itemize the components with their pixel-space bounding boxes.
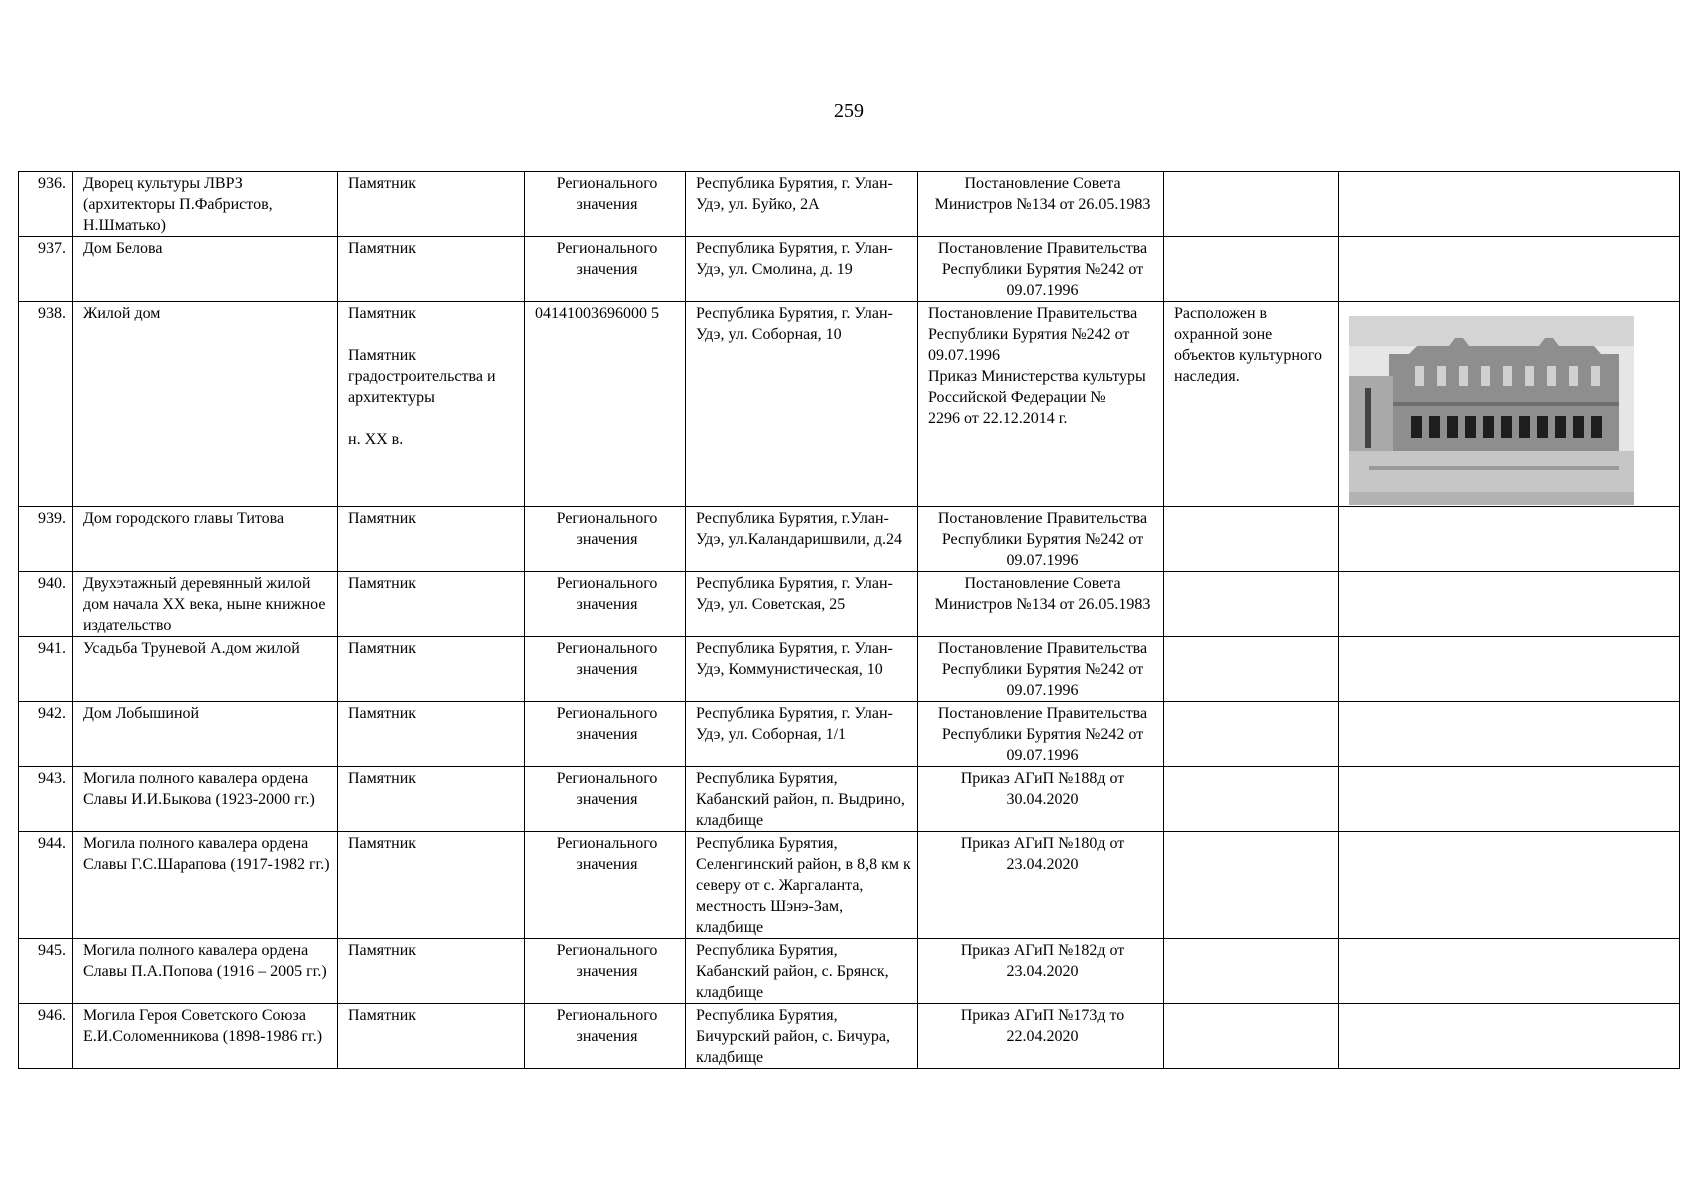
row-number: 936. [19, 172, 73, 237]
row-number: 946. [19, 1004, 73, 1069]
table-row [19, 572, 1680, 637]
object-address: Республика Бурятия, г. Улан-Удэ, ул. Советская, 25 [686, 572, 918, 637]
object-photo-cell [1339, 172, 1680, 237]
table-row [19, 767, 1680, 832]
object-category: Регионального значения [525, 172, 686, 237]
page-number: 259 [834, 100, 864, 122]
row-number: 937. [19, 237, 73, 302]
object-type: Памятник [338, 702, 525, 767]
object-name: Могила полного кавалера ордена Славы Г.С.Шарапова (1917-1982 гг.) [73, 832, 338, 939]
row-number: 941. [19, 637, 73, 702]
object-note [1164, 1004, 1339, 1069]
object-subtype: Памятник градостроительства и архитектуры [348, 347, 496, 406]
table-row [19, 302, 1680, 507]
object-category: Регионального значения [525, 767, 686, 832]
object-category: Регионального значения [525, 1004, 686, 1069]
object-category: Регионального значения [525, 237, 686, 302]
row-number: 938. [19, 302, 73, 507]
table-row [19, 637, 1680, 702]
row-number: 939. [19, 507, 73, 572]
object-photo-cell [1339, 237, 1680, 302]
object-address: Республика Бурятия, Селенгинский район, в 8,8 км к северу от с. Жаргаланта, местность Шэнэ-Зам, кладбище [686, 832, 918, 939]
row-number: 945. [19, 939, 73, 1004]
object-photo-cell [1339, 1004, 1680, 1069]
building-photo [1349, 316, 1634, 505]
table-row [19, 702, 1680, 767]
row-number: 944. [19, 832, 73, 939]
legal-document-cell [918, 302, 1164, 507]
object-type: Памятник [338, 172, 525, 237]
table-row [19, 237, 1680, 302]
legal-document: Приказ АГиП №188д от 30.04.2020 [918, 767, 1164, 832]
object-category: Регионального значения [525, 637, 686, 702]
object-type: Памятник [338, 767, 525, 832]
object-photo-cell [1339, 832, 1680, 939]
object-period: н. XX в. [348, 431, 404, 448]
object-name: Дворец культуры ЛВРЗ (архитекторы П.Фабристов, Н.Шматько) [73, 172, 338, 237]
legal-document: Постановление Совета Министров №134 от 26.05.1983 [918, 572, 1164, 637]
object-name: Дом городского главы Титова [73, 507, 338, 572]
table-row [19, 172, 1680, 237]
legal-document: Приказ АГиП №173д то 22.04.2020 [918, 1004, 1164, 1069]
legal-document: Постановление Совета Министров №134 от 26.05.1983 [918, 172, 1164, 237]
object-address: Республика Бурятия, г.Улан-Удэ, ул.Каландаришвили, д.24 [686, 507, 918, 572]
object-note [1164, 637, 1339, 702]
object-type: Памятник [338, 1004, 525, 1069]
object-name: Усадьба Труневой А.дом жилой [73, 637, 338, 702]
object-address: Республика Бурятия, г. Улан-Удэ, ул. Смолина, д. 19 [686, 237, 918, 302]
object-type: Памятник [338, 572, 525, 637]
object-note [1164, 572, 1339, 637]
object-type-cell [338, 302, 525, 507]
object-category: Регионального значения [525, 507, 686, 572]
object-name: Двухэтажный деревянный жилой дом начала XX века, ныне книжное издательство [73, 572, 338, 637]
object-name: Жилой дом [73, 302, 338, 507]
object-name: Дом Белова [73, 237, 338, 302]
table-row [19, 832, 1680, 939]
legal-document: Приказ АГиП №180д от 23.04.2020 [918, 832, 1164, 939]
heritage-registry-table [18, 171, 1680, 1069]
row-number: 942. [19, 702, 73, 767]
object-photo-cell [1339, 767, 1680, 832]
object-type: Памятник [338, 237, 525, 302]
object-note [1164, 237, 1339, 302]
object-category: Регионального значения [525, 702, 686, 767]
spacer [348, 408, 518, 429]
spacer [348, 324, 518, 345]
object-photo-cell [1339, 939, 1680, 1004]
object-address: Республика Бурятия, г. Улан-Удэ, ул. Соборная, 10 [686, 302, 918, 507]
object-note [1164, 172, 1339, 237]
object-address: Республика Бурятия, Кабанский район, п. Выдрино, кладбище [686, 767, 918, 832]
object-category: Регионального значения [525, 832, 686, 939]
object-address: Республика Бурятия, г. Улан-Удэ, ул. Соборная, 1/1 [686, 702, 918, 767]
object-photo-cell [1339, 572, 1680, 637]
object-type: Памятник [338, 637, 525, 702]
object-name: Могила полного кавалера ордена Славы И.И.Быкова (1923-2000 гг.) [73, 767, 338, 832]
object-address: Республика Бурятия, г. Улан-Удэ, Коммунистическая, 10 [686, 637, 918, 702]
object-note [1164, 767, 1339, 832]
object-type: Памятник [348, 305, 417, 322]
object-type: Памятник [338, 832, 525, 939]
table-row [19, 939, 1680, 1004]
object-note [1164, 939, 1339, 1004]
object-photo-cell [1339, 507, 1680, 572]
table-row [19, 1004, 1680, 1069]
legal-document-3: 2296 от 22.12.2014 г. [928, 410, 1068, 427]
registry-number: 04141003696000 5 [525, 302, 686, 507]
legal-document: Приказ АГиП №182д от 23.04.2020 [918, 939, 1164, 1004]
object-photo-cell [1339, 302, 1680, 507]
object-note [1164, 702, 1339, 767]
object-type: Памятник [338, 507, 525, 572]
legal-document: Постановление Правительства Республики Бурятия №242 от 09.07.1996 [918, 237, 1164, 302]
object-address: Республика Бурятия, г. Улан-Удэ, ул. Буйко, 2А [686, 172, 918, 237]
object-address: Республика Бурятия, Бичурский район, с. Бичура, кладбище [686, 1004, 918, 1069]
legal-document: Постановление Правительства Республики Бурятия №242 от 09.07.1996 [918, 637, 1164, 702]
object-address: Республика Бурятия, Кабанский район, с. Брянск, кладбище [686, 939, 918, 1004]
legal-document: Постановление Правительства Республики Бурятия №242 от 09.07.1996 [928, 305, 1138, 364]
object-name: Могила полного кавалера ордена Славы П.А.Попова (1916 – 2005 гг.) [73, 939, 338, 1004]
object-category: Регионального значения [525, 939, 686, 1004]
object-category: Регионального значения [525, 572, 686, 637]
object-note [1164, 832, 1339, 939]
object-photo-cell [1339, 637, 1680, 702]
object-type: Памятник [338, 939, 525, 1004]
row-number: 940. [19, 572, 73, 637]
legal-document-2: Приказ Министерства культуры Российской Федерации № [928, 368, 1146, 406]
row-number: 943. [19, 767, 73, 832]
object-note [1164, 507, 1339, 572]
object-photo-cell [1339, 702, 1680, 767]
legal-document: Постановление Правительства Республики Бурятия №242 от 09.07.1996 [918, 702, 1164, 767]
table-row [19, 507, 1680, 572]
object-name: Дом Лобышиной [73, 702, 338, 767]
object-note: Расположен в охранной зоне объектов культурного наследия. [1164, 302, 1339, 507]
object-name: Могила Героя Советского Союза Е.И.Соломенникова (1898-1986 гг.) [73, 1004, 338, 1069]
legal-document: Постановление Правительства Республики Бурятия №242 от 09.07.1996 [918, 507, 1164, 572]
